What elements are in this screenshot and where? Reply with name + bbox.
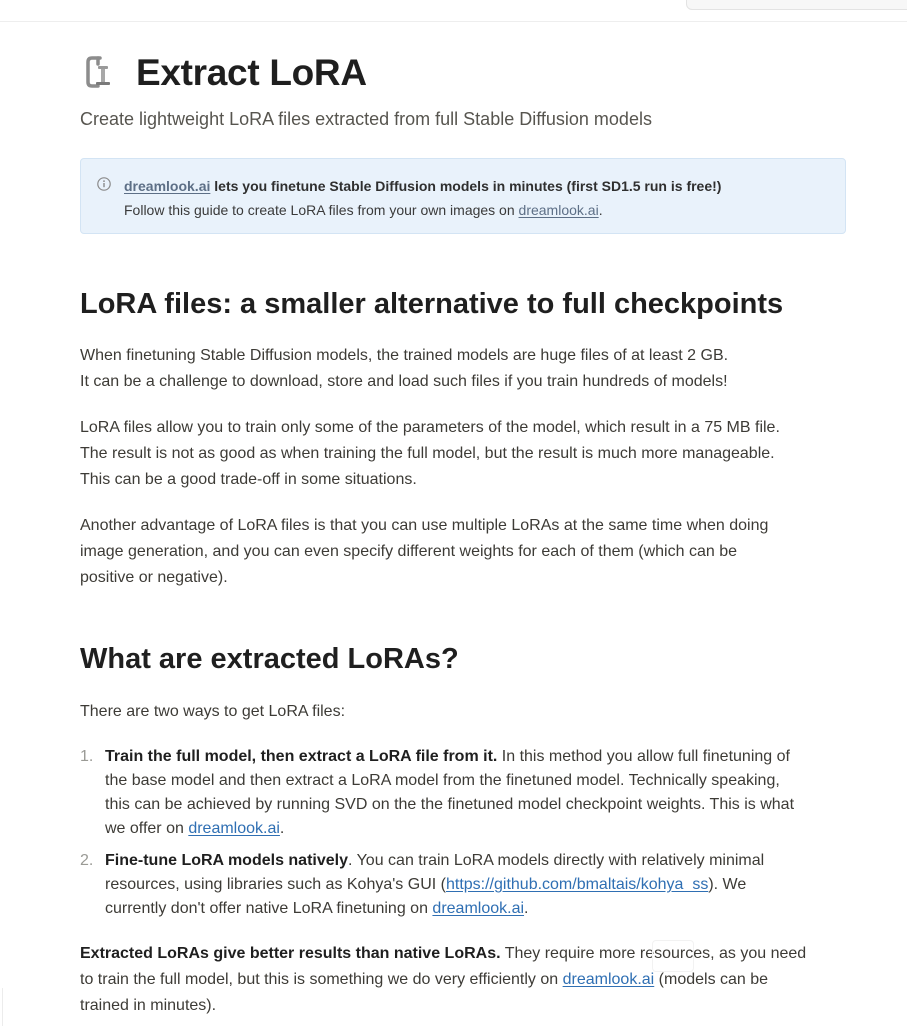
dreamlook-link[interactable]: dreamlook.ai [562,971,655,988]
paragraph-lora-parameters [80,415,780,493]
clamp-icon [84,54,120,94]
list-number: 2. [80,852,94,869]
edge-divider [0,988,3,1026]
paragraph-line: When finetuning Stable Diffusion models, the trained models are huge files of at least 2 GB. [80,347,729,364]
conclusion-bold: Extracted LoRAs give better results than native LoRAs. [80,945,501,962]
top-bar [0,0,907,22]
section-heading-lora-files: LoRA files: a smaller alternative to full checkpoints [80,288,784,320]
paragraph-two-ways: There are two ways to get LoRA files: [80,703,346,720]
page-subtitle: Create lightweight LoRA files extracted from full Stable Diffusion models [80,109,652,129]
paragraph-extracted-better [80,941,806,1019]
paragraph-multiple-loras [80,513,768,591]
list-item-text: . [524,900,529,917]
paragraph-line: LoRA files allow you to train only some of the parameters of the model, which result in a 75 MB file. [80,419,780,436]
callout-dreamlook-link[interactable]: dreamlook.ai [124,178,211,194]
list-item-text: In this method you allow full finetuning of [497,748,790,765]
callout-headline-text: lets you finetune Stable Diffusion models in minutes (first SD1.5 run is free!) [210,178,722,194]
callout-headline [124,178,721,194]
paragraph-line: to train the full model, but this is something we do very efficiently on [80,971,563,988]
dreamlook-link[interactable]: dreamlook.ai [432,900,525,917]
list-item-title: Train the full model, then extract a LoRA file from it. [105,748,498,765]
list-item-text: currently don't offer native LoRA finetuning on [105,900,433,917]
list-item-text: ). We [708,876,747,893]
paragraph-line: Another advantage of LoRA files is that you can use multiple LoRAs at the same time when doing [80,517,769,534]
list-item-text: we offer on [105,820,189,837]
section-heading-extracted-loras: What are extracted LoRAs? [80,643,459,675]
paragraph-line: They require more resources, as you need [500,945,807,962]
kohya-github-link[interactable]: https://github.com/bmaltais/kohya_ss [445,876,709,893]
paragraph-line: It can be a challenge to download, store and load such files if you train hundreds of models! [80,373,728,390]
list-item-text: the base model and then extract a LoRA model from the finetuned model. Technically speaking, [105,772,780,789]
callout-body-suffix: . [598,202,603,218]
top-search-box[interactable] [686,0,907,10]
paragraph-line: This can be a good trade-off in some situations. [80,471,417,488]
list-item-text: . You can train LoRA models directly with relatively minimal [348,852,765,869]
page-title: Extract LoRA [136,52,367,93]
paragraph-finetuning-size [80,343,728,395]
list-item-text: this can be achieved by running SVD on the the finetuned model checkpoint weights. This is what [105,796,795,813]
list-item-text: . [279,820,285,837]
callout-guide-link[interactable]: dreamlook.ai [518,202,599,218]
info-callout [80,158,846,234]
paragraph-line: positive or negative). [80,569,228,586]
paragraph-line: trained in minutes). [80,997,217,1014]
paragraph-line: (models can be [654,971,769,988]
list-number: 1. [80,748,94,765]
callout-body-text: Follow this guide to create LoRA files from your own images on [124,202,519,218]
paragraph-line: The result is not as good as when training the full model, but the result is much more manageable. [80,445,775,462]
callout-body [124,202,603,218]
watermark-logo [652,940,694,972]
list-item-text: resources, using libraries such as Kohya's GUI ( [105,876,446,893]
info-icon [97,177,111,191]
paragraph-line: image generation, and you can even specify different weights for each of them (which can be [80,543,737,560]
dreamlook-link[interactable]: dreamlook.ai [188,820,280,837]
list-item-title: Fine-tune LoRA models natively [105,852,348,869]
